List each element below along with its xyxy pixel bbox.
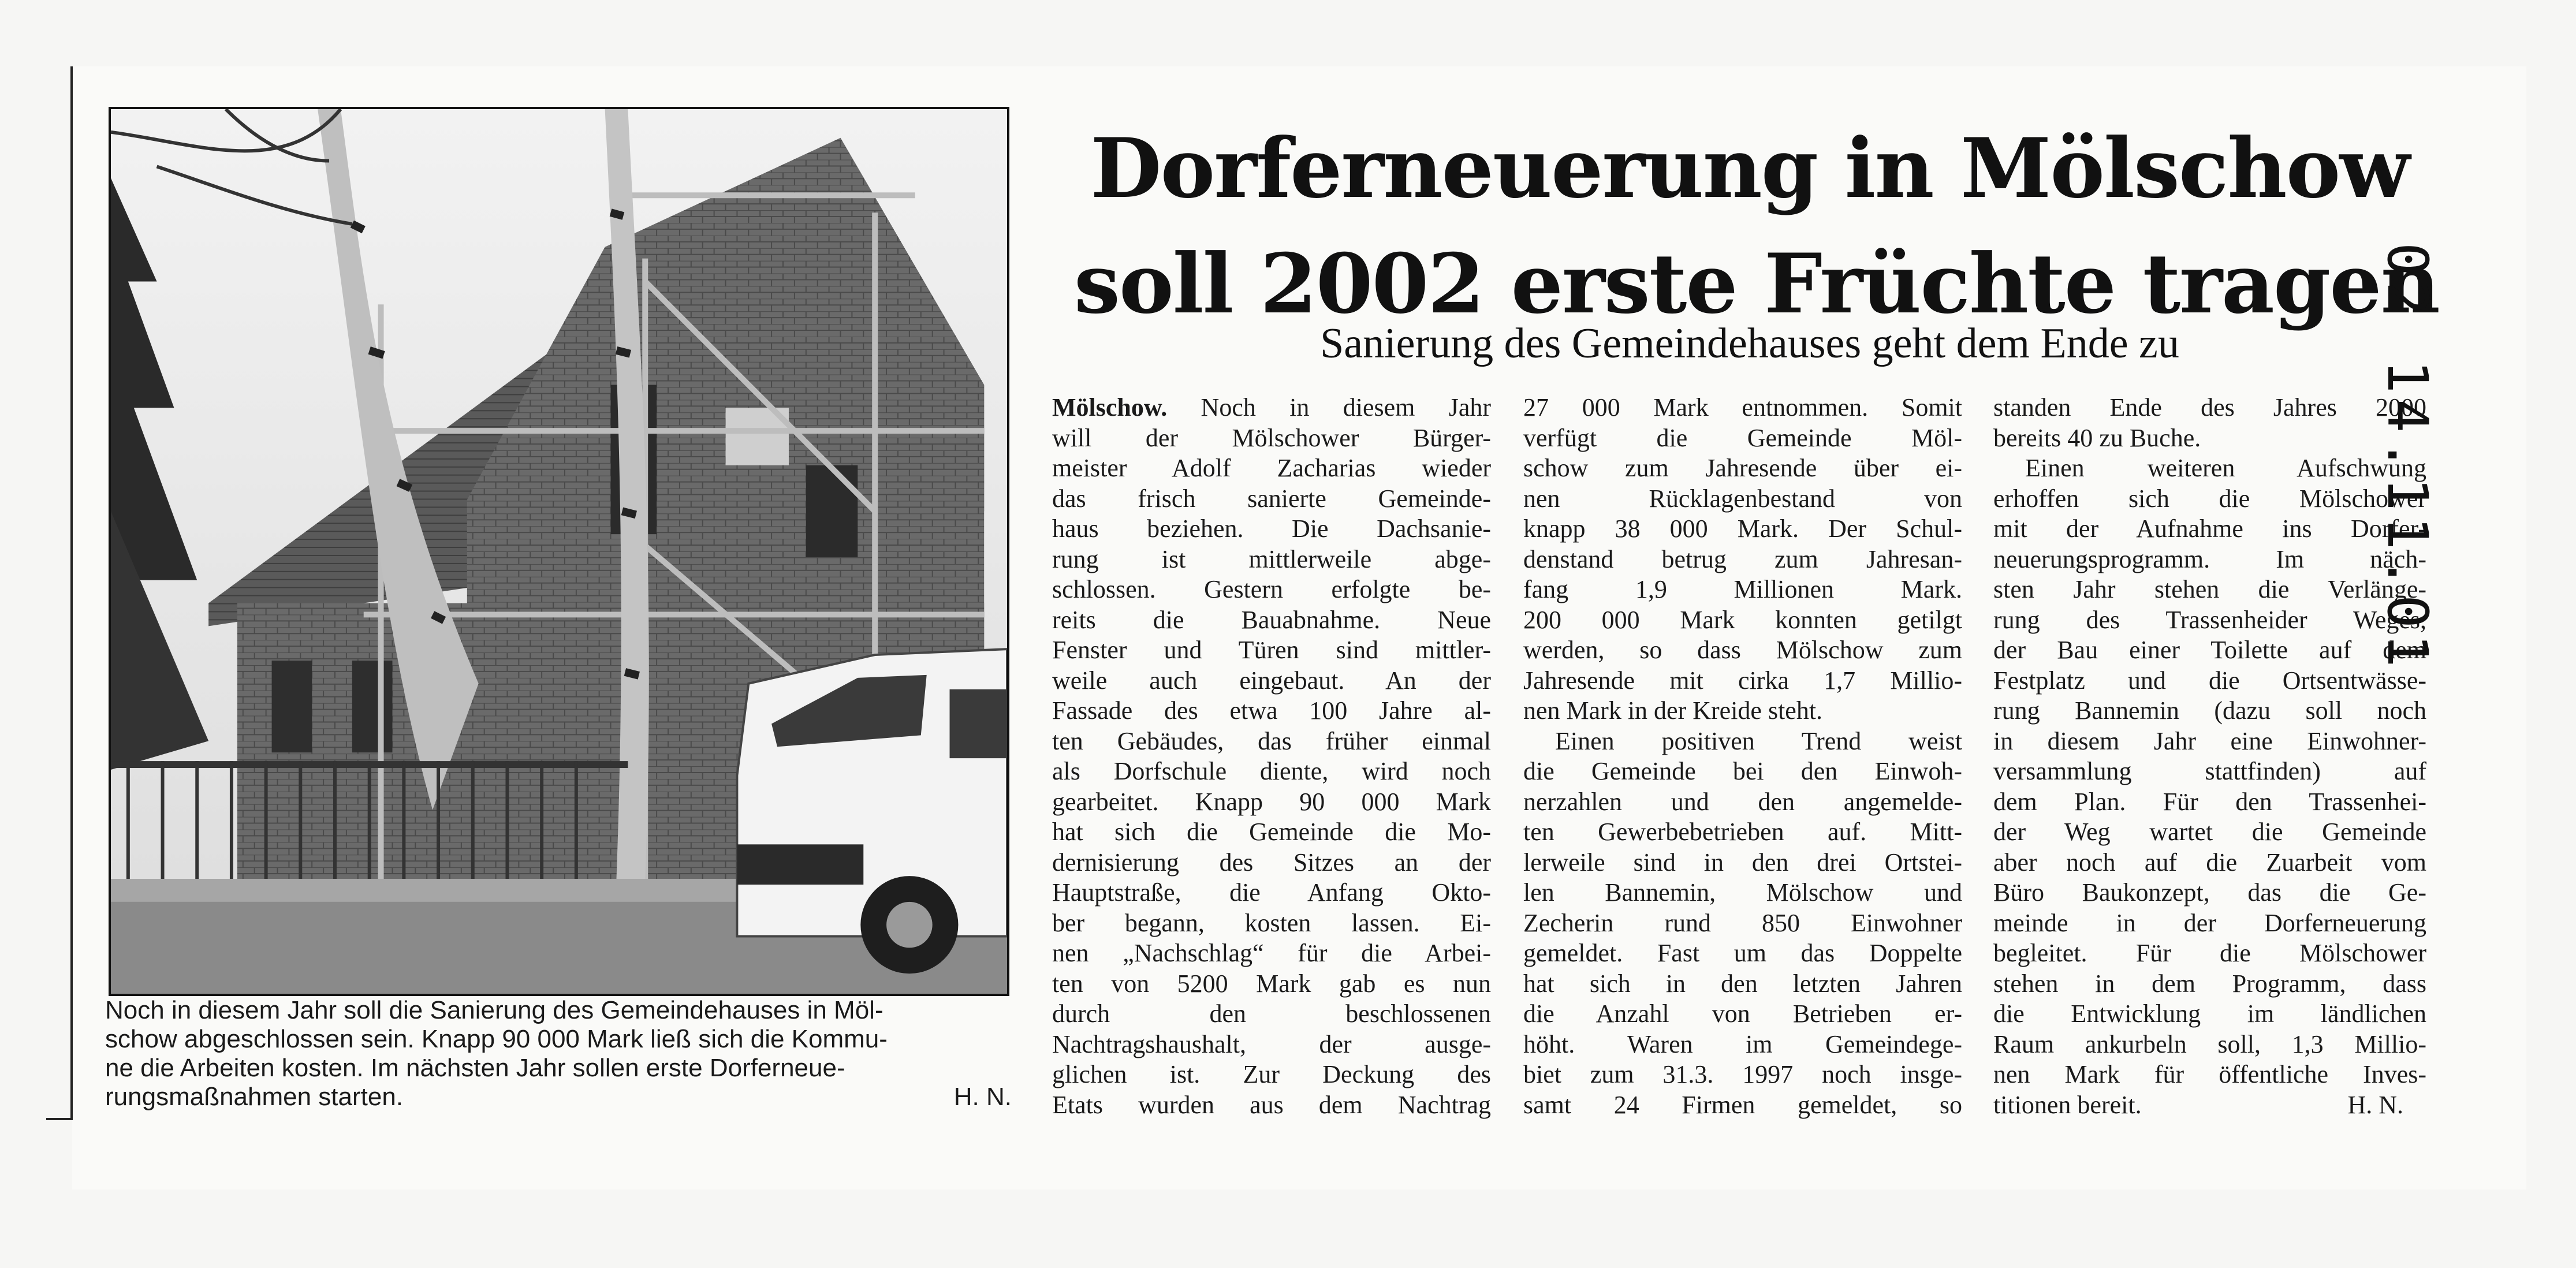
- article-line: meinde in der Dorferneuerung: [1993, 908, 2426, 937]
- photo-illustration: [111, 109, 1007, 994]
- article-line: durch den beschlossenen: [1052, 1000, 1491, 1028]
- article-line: fang 1,9 Millionen Mark.: [1523, 575, 1962, 603]
- headline: [1074, 111, 2439, 342]
- article-line: Einen weiteren Aufschwung: [2025, 454, 2426, 482]
- article-line: schow zum Jahresende über ei-: [1523, 454, 1962, 482]
- article-line: Festplatz und die Ortsentwässe-: [1993, 666, 2426, 695]
- article-line: neuerungsprogramm. Im näch-: [1993, 545, 2426, 573]
- handwritten-date-note: 02 14.11.01: [2375, 243, 2440, 673]
- article-line: Fenster und Türen sind mittler-: [1052, 636, 1491, 664]
- article-line: Fassade des etwa 100 Jahre al-: [1052, 696, 1491, 725]
- article-line: haus beziehen. Die Dachsanie-: [1052, 514, 1491, 543]
- article-line: knapp 38 000 Mark. Der Schul-: [1523, 514, 1962, 543]
- article-line: reits die Bauabnahme. Neue: [1052, 605, 1491, 634]
- caption-credit: H. N.: [953, 1083, 1012, 1111]
- article-photo: [109, 107, 1009, 996]
- article-line: rung ist mittlerweile abge-: [1052, 545, 1491, 573]
- article-line: der Bau einer Toilette auf dem: [1993, 636, 2426, 664]
- article-line: ten Gebäudes, das früher einmal: [1052, 726, 1491, 755]
- caption-line: schow abgeschlossen sein. Knapp 90 000 Mark ließ sich die Kommu-: [105, 1025, 888, 1053]
- article-line: Etats wurden aus dem Nachtrag: [1052, 1090, 1491, 1119]
- caption-line: rungsmaßnahmen starten.: [105, 1083, 404, 1111]
- article-line: ten Gewerbebetrieben auf. Mitt-: [1523, 818, 1962, 846]
- article-line: weile auch eingebaut. An der: [1052, 666, 1491, 695]
- article-line: dernisierung des Sitzes an der: [1052, 848, 1491, 877]
- article-line: verfügt die Gemeinde Möl-: [1523, 423, 1962, 452]
- article-line: Jahresende mit cirka 1,7 Millio-: [1523, 666, 1962, 695]
- article-line: len Bannemin, Mölschow und: [1523, 878, 1962, 907]
- article-line: werden, so dass Mölschow zum: [1523, 636, 1962, 664]
- article-line: nen Rücklagenbestand von: [1523, 484, 1962, 513]
- article-line: die Gemeinde bei den Einwoh-: [1523, 757, 1962, 785]
- article-line: Zecherin rund 850 Einwohner: [1523, 908, 1962, 937]
- article-line: glichen ist. Zur Deckung des: [1052, 1060, 1491, 1088]
- article-line: gemeldet. Fast um das Doppelte: [1523, 939, 1962, 967]
- headline-line-1: Dorferneuerung in Mölschow: [1090, 121, 2409, 217]
- article-line: als Dorfschule diente, wird noch: [1052, 757, 1491, 785]
- article-line: dem Plan. Für den Trassenhei-: [1993, 787, 2426, 816]
- article-line: rung des Trassenheider Weges,: [1993, 605, 2426, 634]
- article-line: die Anzahl von Betrieben er-: [1523, 1000, 1962, 1028]
- article-line: meister Adolf Zacharias wieder: [1052, 454, 1491, 482]
- article-line: aber noch auf die Zuarbeit vom: [1993, 848, 2426, 877]
- article-line: Raum ankurbeln soll, 1,3 Millio-: [1993, 1030, 2426, 1058]
- article-line: 27 000 Mark entnommen. Somit: [1523, 393, 1962, 422]
- dateline: Mölschow.: [1052, 393, 1168, 422]
- article-line: der Weg wartet die Gemeinde: [1993, 818, 2426, 846]
- article-line: das frisch sanierte Gemeinde-: [1052, 484, 1491, 513]
- article-line: titionen bereit.: [1993, 1090, 2142, 1119]
- article-line: hat sich die Gemeinde die Mo-: [1052, 818, 1491, 846]
- article-line: erhoffen sich die Mölschower: [1993, 484, 2426, 513]
- article-line: lerweile sind in den drei Ortstei-: [1523, 848, 1962, 877]
- subheadline: Sanierung des Gemeindehauses geht dem Ende zu: [1320, 320, 2179, 367]
- article-line: nen „Nachschlag“ für die Arbei-: [1052, 939, 1491, 967]
- article-line: ber begann, kosten lassen. Ei-: [1052, 908, 1491, 937]
- photo-caption: [105, 996, 1012, 1112]
- caption-last-line: [105, 1083, 1012, 1112]
- article-line: rung Bannemin (dazu soll noch: [1993, 696, 2426, 725]
- article-line: gearbeitet. Knapp 90 000 Mark: [1052, 787, 1491, 816]
- headline-line-2: soll 2002 erste Früchte tragen: [1074, 236, 2439, 332]
- article-last-line: [1993, 1090, 2426, 1121]
- article-credit: H. N.: [2347, 1090, 2403, 1119]
- article-line: die Entwicklung im ländlichen: [1993, 1000, 2426, 1028]
- article-line: mit der Aufnahme ins Dorfer-: [1993, 514, 2426, 543]
- article-line: Büro Baukonzept, das die Ge-: [1993, 878, 2426, 907]
- article-line: versammlung stattfinden) auf: [1993, 757, 2426, 785]
- article-line: sten Jahr stehen die Verlänge-: [1993, 575, 2426, 603]
- article-line: schlossen. Gestern erfolgte be-: [1052, 575, 1491, 603]
- article-line: bereits 40 zu Buche.: [1993, 423, 2201, 452]
- article-line: Mölschow. Noch in diesem Jahr: [1052, 393, 1491, 422]
- article-line: ten von 5200 Mark gab es nun: [1052, 969, 1491, 998]
- caption-line: Noch in diesem Jahr soll die Sanierung des Gemeindehauses in Möl-: [105, 996, 883, 1024]
- article-line: nen Mark für öffentliche Inves-: [1993, 1060, 2426, 1088]
- article-line: standen Ende des Jahres 2000: [1993, 393, 2426, 422]
- article-line: Nachtragshaushalt, der ausge-: [1052, 1030, 1491, 1058]
- article-line: 200 000 Mark konnten getilgt: [1523, 605, 1962, 634]
- article-line: begleitet. Für die Mölschower: [1993, 939, 2426, 967]
- article-line: nerzahlen und den angemelde-: [1523, 787, 1962, 816]
- article-line: in diesem Jahr eine Einwohner-: [1993, 726, 2426, 755]
- article-line: nen Mark in der Kreide steht.: [1523, 696, 1823, 725]
- article-column-2: [1523, 393, 1962, 1120]
- article-line: höht. Waren im Gemeindege-: [1523, 1030, 1962, 1058]
- article-line: denstand betrug zum Jahresan-: [1523, 545, 1962, 573]
- article-line: stehen in dem Programm, dass: [1993, 969, 2426, 998]
- article-line: biet zum 31.3. 1997 noch insge-: [1523, 1060, 1962, 1088]
- article-line: Einen positiven Trend weist: [1555, 726, 1962, 755]
- article-column-1: [1052, 393, 1491, 1120]
- article-line: will der Mölschower Bürger-: [1052, 423, 1491, 452]
- article-line: samt 24 Firmen gemeldet, so: [1523, 1090, 1962, 1119]
- left-margin-rule-tick: [46, 1118, 73, 1120]
- article-line: Hauptstraße, die Anfang Okto-: [1052, 878, 1491, 907]
- left-margin-rule: [70, 66, 73, 1120]
- article-column-3: [1993, 393, 2426, 1120]
- caption-line: ne die Arbeiten kosten. Im nächsten Jahr sollen erste Dorferneue-: [105, 1054, 845, 1082]
- article-line: hat sich in den letzten Jahren: [1523, 969, 1962, 998]
